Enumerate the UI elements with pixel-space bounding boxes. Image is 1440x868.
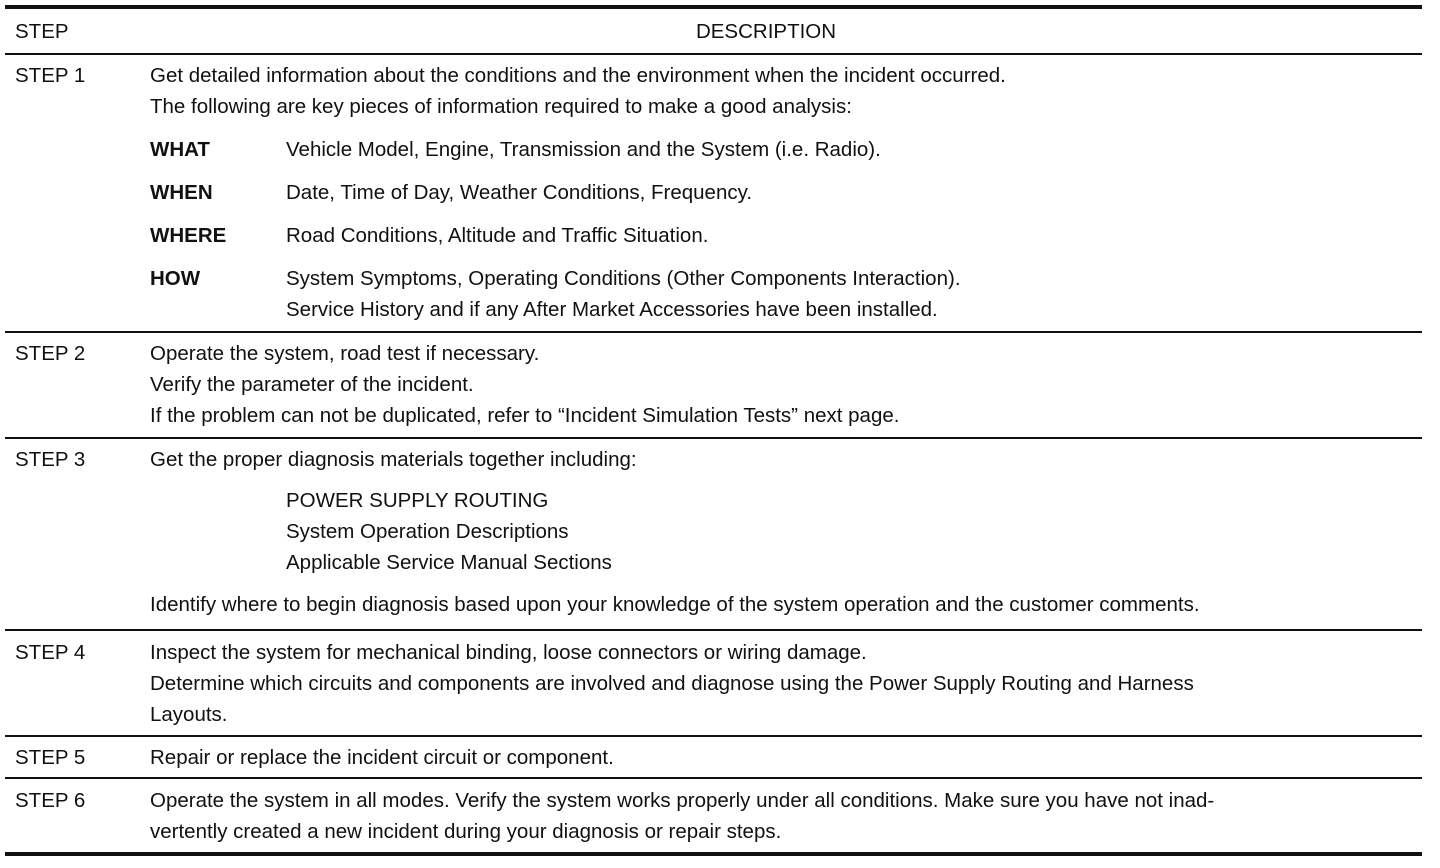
step-description — [150, 637, 1422, 735]
table-row-step-1 — [5, 55, 1422, 333]
info-item-how — [150, 263, 1402, 325]
info-item-when — [150, 177, 1402, 208]
step2-line-3: If the problem can not be duplicated, refer to “Incident Simulation Tests” next page. — [150, 404, 900, 427]
step4-line-1: Inspect the system for mechanical binding, loose connectors or wiring damage. — [150, 641, 867, 664]
step1-intro-line-1: Get detailed information about the conditions and the environment when the incident occurred. — [150, 64, 1006, 87]
info-value: Date, Time of Day, Weather Conditions, Frequency. — [286, 181, 753, 204]
diagnosis-steps-table — [5, 5, 1422, 856]
table-row-step-3 — [5, 439, 1422, 631]
step6-line-1: Operate the system in all modes. Verify the system works properly under all conditions. Make sure you have not inad- — [150, 789, 1215, 812]
step1-intro-line-2: The following are key pieces of information required to make a good analysis: — [150, 95, 852, 118]
step6-line-2: vertently created a new incident during your diagnosis or repair steps. — [150, 820, 782, 843]
info-value-line: System Symptoms, Operating Conditions (Other Components Interaction). — [286, 267, 961, 290]
table-row-step-4 — [5, 631, 1422, 737]
header-step: STEP — [15, 19, 69, 43]
table-header — [5, 9, 1422, 55]
info-key: WHEN — [150, 181, 213, 204]
step4-line-2: Determine which circuits and components are involved and diagnose using the Power Supply Routing and Harness — [150, 672, 1194, 695]
material-item: Applicable Service Manual Sections — [286, 551, 612, 574]
step-description — [150, 444, 1422, 629]
step2-line-1: Operate the system, road test if necessary. — [150, 342, 540, 365]
step-label: STEP 3 — [15, 448, 86, 471]
info-value — [286, 263, 1402, 325]
info-value-line: Service History and if any After Market Accessories have been installed. — [286, 298, 938, 321]
step3-outro: Identify where to begin diagnosis based upon your knowledge of the system operation and the customer comments. — [150, 593, 1200, 616]
step-label: STEP 5 — [15, 746, 86, 769]
step4-line-3: Layouts. — [150, 703, 228, 726]
step-label: STEP 2 — [15, 342, 86, 365]
step-description — [150, 60, 1422, 331]
info-value: Vehicle Model, Engine, Transmission and the System (i.e. Radio). — [286, 138, 881, 161]
info-key: HOW — [150, 267, 201, 290]
material-item: POWER SUPPLY ROUTING — [286, 489, 549, 512]
step2-line-2: Verify the parameter of the incident. — [150, 373, 474, 396]
table-row-step-2 — [5, 333, 1422, 439]
materials-list — [150, 485, 1402, 578]
step-label: STEP 6 — [15, 789, 86, 812]
table-row-step-6 — [5, 779, 1422, 852]
table-row-step-5 — [5, 737, 1422, 779]
material-item: System Operation Descriptions — [286, 520, 569, 543]
step-label: STEP 1 — [15, 64, 86, 87]
info-key: WHERE — [150, 224, 227, 247]
info-value: Road Conditions, Altitude and Traffic Situation. — [286, 224, 709, 247]
header-description: DESCRIPTION — [695, 19, 837, 43]
step-description — [150, 338, 1422, 437]
step-description — [150, 742, 1422, 777]
info-item-what — [150, 134, 1402, 165]
step3-intro: Get the proper diagnosis materials together including: — [150, 448, 637, 471]
step5-line-1: Repair or replace the incident circuit or component. — [150, 746, 614, 769]
info-item-where — [150, 220, 1402, 251]
step-description — [150, 785, 1422, 852]
step-label: STEP 4 — [15, 641, 86, 664]
info-key: WHAT — [150, 138, 210, 161]
